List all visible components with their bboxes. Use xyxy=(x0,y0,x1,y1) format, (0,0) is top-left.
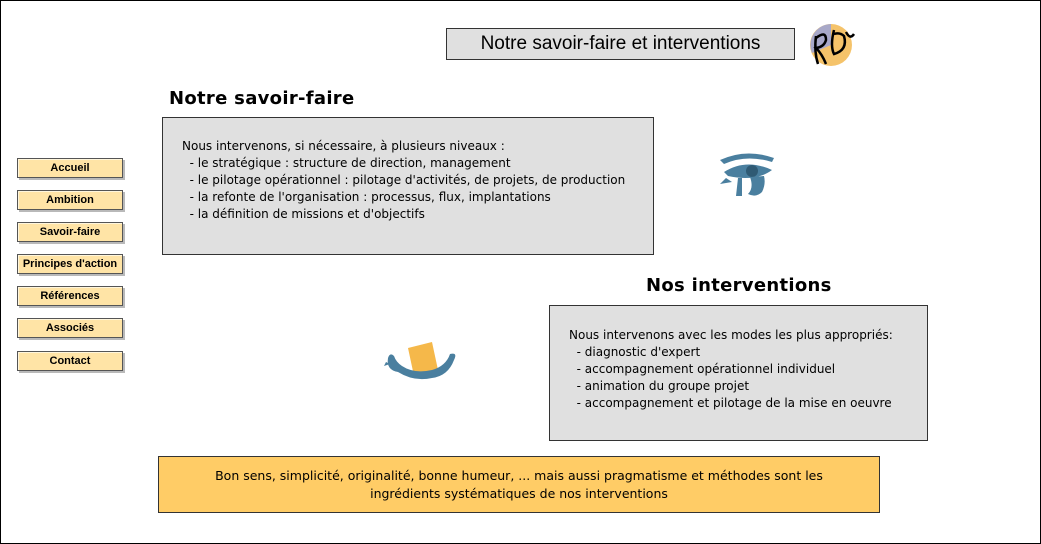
nav-principes-button[interactable]: Principes d'action xyxy=(17,254,123,274)
savoir-faire-line: Nous intervenons, si nécessaire, à plusieurs niveaux : xyxy=(182,139,505,153)
motto-line-1: Bon sens, simplicité, originalité, bonne humeur, ... mais aussi pragmatisme et méthodes sont les xyxy=(215,468,823,483)
nav-associes-button[interactable]: Associés xyxy=(17,318,123,338)
interventions-heading: Nos interventions xyxy=(646,275,832,296)
eye-of-horus-icon xyxy=(716,150,778,202)
nav-ambition-button[interactable]: Ambition xyxy=(17,190,123,210)
nav-contact-button[interactable]: Contact xyxy=(17,351,123,371)
interventions-line: - accompagnement et pilotage de la mise en oeuvre xyxy=(569,396,892,410)
savoir-faire-panel xyxy=(162,117,654,255)
savoir-faire-line: - la définition de missions et d'objectifs xyxy=(182,207,425,221)
nav-savoir-faire-button[interactable]: Savoir-faire xyxy=(17,222,123,242)
savoir-faire-line: - le pilotage opérationnel : pilotage d'activités, de projets, de production xyxy=(182,173,626,187)
page-title-text: Notre savoir-faire et interventions xyxy=(480,33,761,54)
interventions-line: - diagnostic d'expert xyxy=(569,345,701,359)
motto-banner xyxy=(158,456,880,513)
savoir-faire-line: - le stratégique : structure de direction, management xyxy=(182,156,511,170)
nav-accueil-button[interactable]: Accueil xyxy=(17,158,123,178)
savoir-faire-heading: Notre savoir-faire xyxy=(169,88,355,109)
motto-line-2: ingrédients systématiques de nos interventions xyxy=(370,486,668,501)
interventions-line: - animation du groupe projet xyxy=(569,379,750,393)
page-title xyxy=(446,28,795,60)
nav-references-button[interactable]: Références xyxy=(17,286,123,306)
savoir-faire-line: - la refonte de l'organisation : processus, flux, implantations xyxy=(182,190,551,204)
interventions-panel xyxy=(549,305,928,441)
interventions-line: - accompagnement opérationnel individuel xyxy=(569,362,836,376)
egyptian-boat-icon xyxy=(384,340,460,386)
interventions-line: Nous intervenons avec les modes les plus appropriés: xyxy=(569,328,893,342)
rd-logo-icon xyxy=(804,20,856,72)
